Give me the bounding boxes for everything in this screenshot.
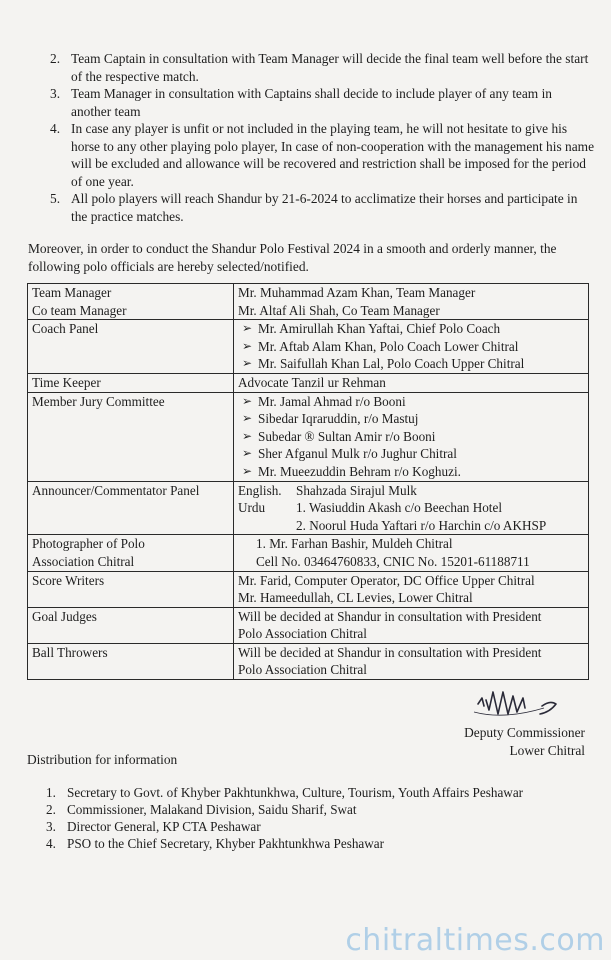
official-name: Mr. Amirullah Khan Yaftai, Chief Polo Coach <box>258 321 501 337</box>
names-cell: Advocate Tanzil ur Rehman <box>234 373 589 392</box>
role-cell: Time Keeper <box>28 373 234 392</box>
list-item <box>50 120 595 190</box>
names-cell <box>234 392 589 481</box>
role-label: Co team Manager <box>32 302 127 318</box>
role-cell: Goal Judges <box>28 607 234 643</box>
signatory-title: Deputy Commissioner <box>464 725 585 740</box>
role-cell: Announcer/Commentator Panel <box>28 481 234 535</box>
list-item <box>46 784 523 801</box>
official-note: Will be decided at Shandur in consultation with President <box>238 608 542 624</box>
list-item <box>238 463 584 481</box>
table-row <box>28 284 589 320</box>
signatory-block <box>464 724 585 759</box>
official-name: Mr. Saifullah Khan Lal, Polo Coach Upper Chitral <box>258 356 525 372</box>
language-label: Urdu <box>238 500 266 516</box>
list-item <box>46 835 523 852</box>
official-name: Mr. Altaf Ali Shah, Co Team Manager <box>238 302 440 318</box>
official-name: Mr. Aftab Alam Khan, Polo Coach Lower Chitral <box>258 338 519 354</box>
item-text: All polo players will reach Shandur by 21-6-2024 to acclimatize their horses and participate in the practice matches. <box>71 191 578 224</box>
list-item <box>238 428 584 446</box>
role-label: Photographer of Polo <box>32 536 145 552</box>
item-text: Director General, KP CTA Peshawar <box>67 819 261 834</box>
item-number: 5. <box>50 191 61 206</box>
item-text: Team Captain in consultation with Team Manager will decide the final team well before the start of the respective match. <box>71 51 589 84</box>
jury-list <box>238 393 584 481</box>
official-name: Sibedar Iqraruddin, r/o Mastuj <box>258 411 419 427</box>
item-number: 4. <box>46 836 56 851</box>
official-note: Will be decided at Shandur in consultation with President <box>238 644 542 660</box>
list-item <box>46 818 523 835</box>
official-name: Subedar ® Sultan Amir r/o Booni <box>258 428 436 444</box>
item-number: 1. <box>46 785 56 800</box>
official-name: Mr. Farid, Computer Operator, DC Office Upper Chitral <box>238 572 535 588</box>
list-item <box>50 85 595 120</box>
announcer-english <box>238 482 584 500</box>
arrow-bullet-icon: ➢ <box>242 338 253 353</box>
names-cell <box>234 320 589 374</box>
list-item <box>50 50 595 85</box>
role-cell <box>28 284 234 320</box>
list-item <box>238 338 584 356</box>
list-item <box>238 320 584 338</box>
arrow-bullet-icon: ➢ <box>242 321 253 336</box>
table-row <box>28 571 589 607</box>
official-note: Polo Association Chitral <box>238 662 367 678</box>
list-item <box>238 410 584 428</box>
official-name: Mr. Hameedullah, CL Levies, Lower Chitral <box>238 590 473 606</box>
official-name: Mr. Muhammad Azam Khan, Team Manager <box>238 285 476 300</box>
role-cell: Member Jury Committee <box>28 392 234 481</box>
table-row <box>28 535 589 571</box>
official-name: 1. Wasiuddin Akash c/o Beechan Hotel <box>296 500 502 516</box>
distribution-heading: Distribution for information <box>27 752 178 767</box>
officials-table <box>27 283 589 680</box>
contact-info: Cell No. 03464760833, CNIC No. 15201-61188711 <box>256 553 530 569</box>
item-number: 3. <box>50 86 61 101</box>
official-name: 2. Noorul Huda Yaftari r/o Harchin c/o AKHSP <box>296 517 547 533</box>
distribution-list <box>46 784 523 852</box>
announcer-urdu <box>238 499 584 517</box>
item-number: 2. <box>50 51 61 66</box>
item-number: 4. <box>50 121 61 136</box>
arrow-bullet-icon: ➢ <box>242 356 253 371</box>
official-note: Polo Association Chitral <box>238 626 367 642</box>
role-cell: Coach Panel <box>28 320 234 374</box>
names-cell <box>234 481 589 535</box>
list-item <box>50 190 595 225</box>
signature-image <box>470 682 590 728</box>
role-label: Association Chitral <box>32 553 135 569</box>
table-row <box>28 320 589 374</box>
intro-paragraph: Moreover, in order to conduct the Shandur Polo Festival 2024 in a smooth and orderly manner, the following polo officials are hereby selected/notified. <box>28 241 557 274</box>
item-text: In case any player is unfit or not included in the playing team, he will not hesitate to give his horse to any other playing polo player, In case of non-cooperation with the management his name will be excluded and allowance will be recovered and restriction shall be imposed for the period of one year. <box>71 121 595 189</box>
arrow-bullet-icon: ➢ <box>242 463 253 478</box>
item-text: Secretary to Govt. of Khyber Pakhtunkhwa, Culture, Tourism, Youth Affairs Peshawar <box>67 785 524 800</box>
official-name: Mr. Jamal Ahmad r/o Booni <box>258 393 406 409</box>
official-name: Sher Afganul Mulk r/o Jughur Chitral <box>258 446 457 462</box>
names-cell <box>234 643 589 679</box>
official-name: 1. Mr. Farhan Bashir, Muldeh Chitral <box>256 536 453 552</box>
arrow-bullet-icon: ➢ <box>242 411 253 426</box>
names-cell <box>234 535 589 571</box>
list-item <box>238 445 584 463</box>
table-row <box>28 643 589 679</box>
role-cell: Ball Throwers <box>28 643 234 679</box>
official-name: Mr. Mueezuddin Behram r/o Koghuzi. <box>258 463 461 479</box>
table-row <box>28 607 589 643</box>
names-cell <box>234 571 589 607</box>
role-cell <box>28 535 234 571</box>
arrow-bullet-icon: ➢ <box>242 446 253 461</box>
table-row <box>28 373 589 392</box>
coach-list <box>238 320 584 373</box>
role-cell: Score Writers <box>28 571 234 607</box>
announcer-urdu <box>238 517 584 535</box>
official-name: Shahzada Sirajul Mulk <box>296 482 417 498</box>
item-text: Commissioner, Malakand Division, Saidu Sharif, Swat <box>67 802 357 817</box>
item-text: Team Manager in consultation with Captains shall decide to include player of any team in another team <box>71 86 552 119</box>
names-cell <box>234 284 589 320</box>
arrow-bullet-icon: ➢ <box>242 428 253 443</box>
names-cell <box>234 607 589 643</box>
role-label: Team Manager <box>32 285 112 300</box>
signatory-office: Lower Chitral <box>509 742 585 758</box>
list-item <box>238 355 584 373</box>
numbered-instructions <box>50 50 595 225</box>
site-watermark: chitraltimes.com <box>345 923 605 958</box>
item-text: PSO to the Chief Secretary, Khyber Pakhtunkhwa Peshawar <box>67 836 385 851</box>
language-label: English. <box>238 482 282 498</box>
table-row <box>28 392 589 481</box>
item-number: 3. <box>46 819 56 834</box>
table-row <box>28 481 589 535</box>
arrow-bullet-icon: ➢ <box>242 393 253 408</box>
list-item <box>238 393 584 411</box>
item-number: 2. <box>46 802 56 817</box>
list-item <box>46 801 523 818</box>
